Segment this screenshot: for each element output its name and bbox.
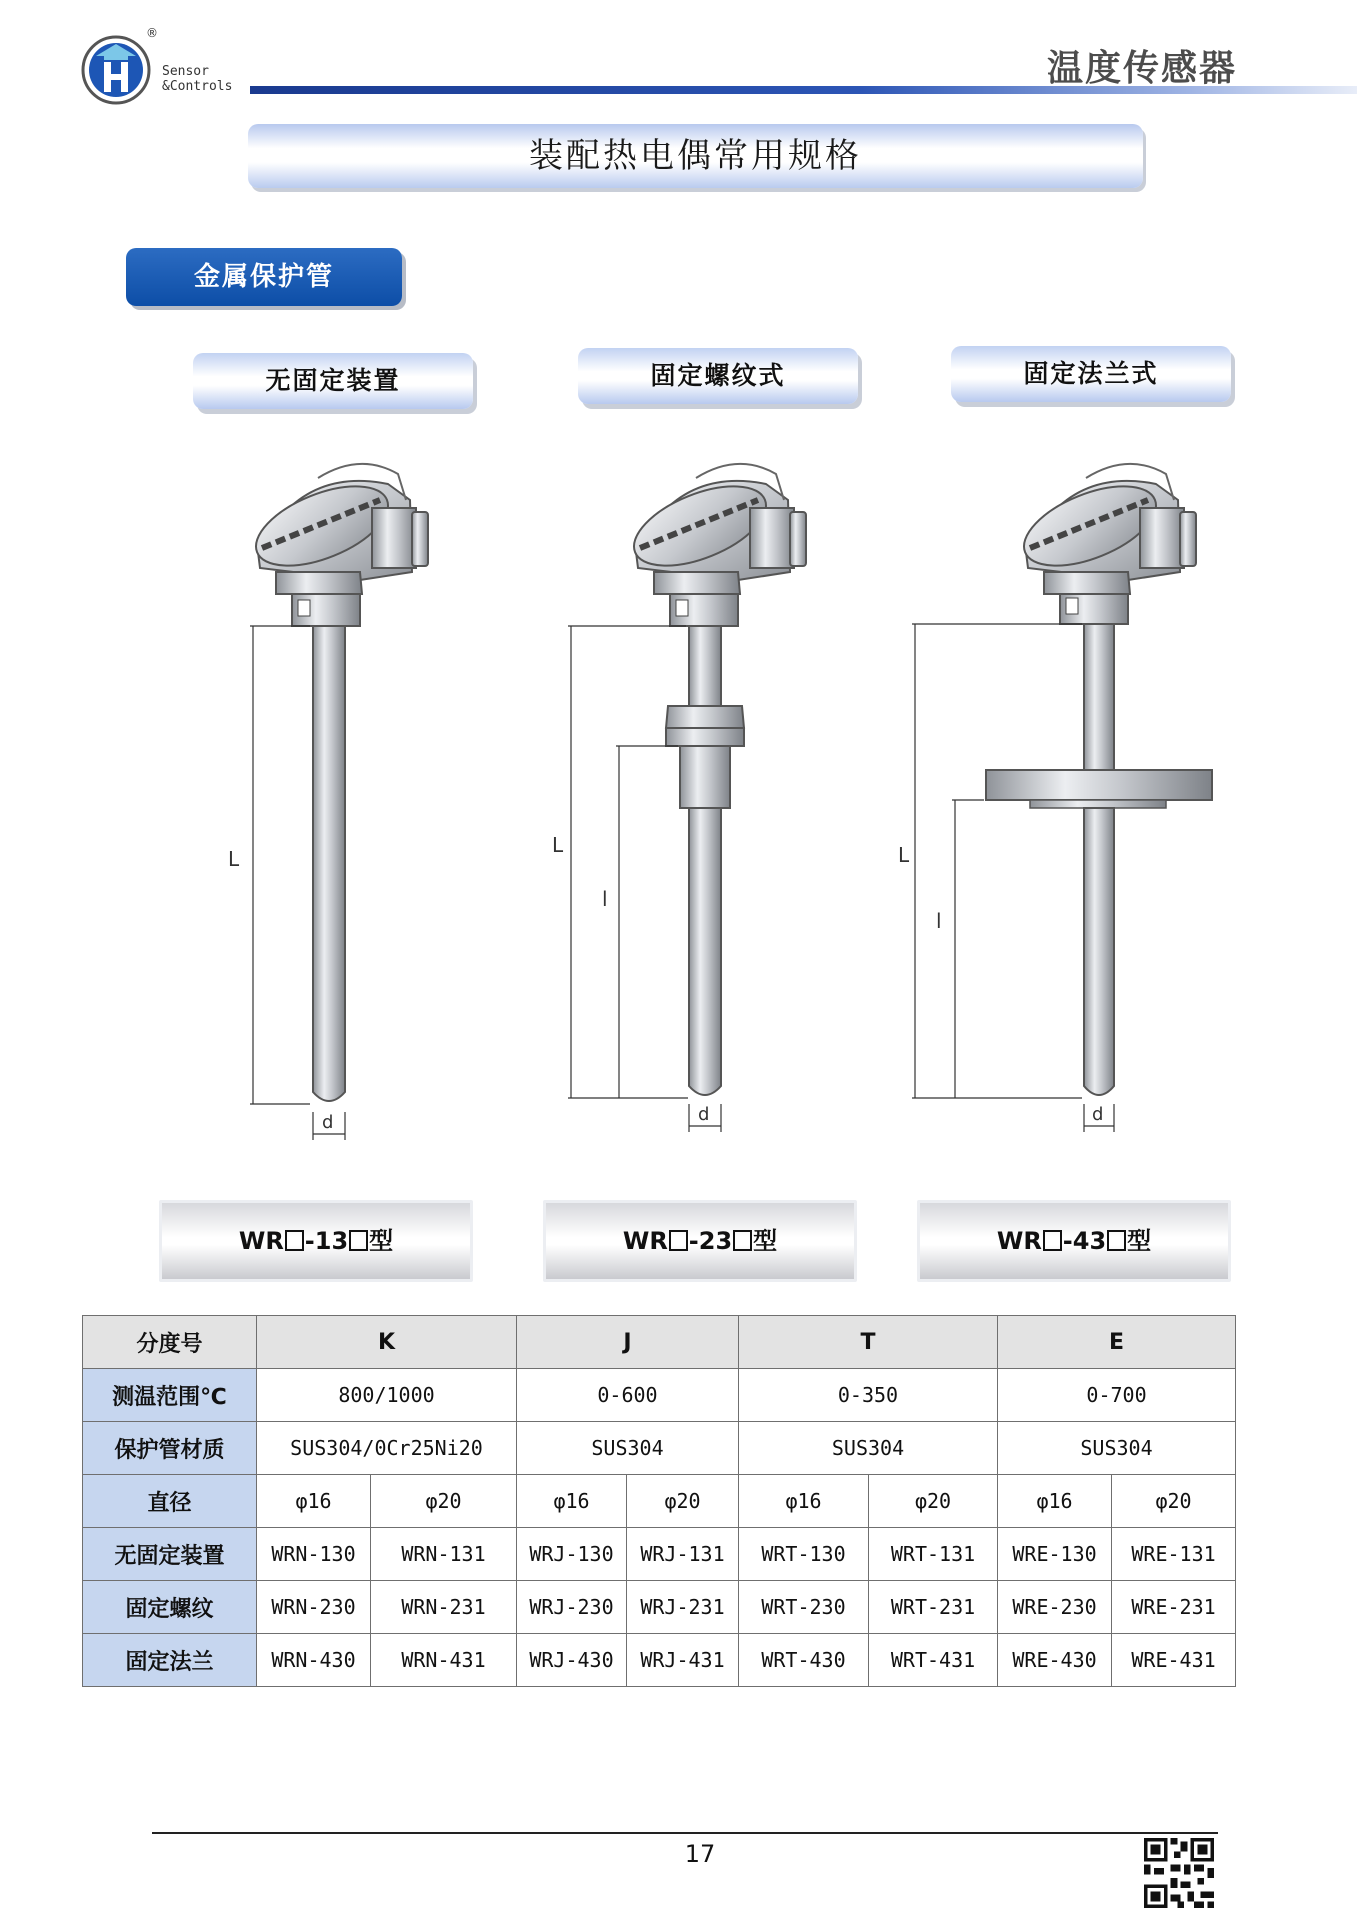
table-cell: WRT-431 — [869, 1634, 998, 1687]
row-header: 无固定装置 — [83, 1528, 257, 1581]
probe-drawing-threaded — [568, 464, 806, 1132]
main-title: 装配热电偶常用规格 — [248, 124, 1143, 188]
registered-mark: ® — [146, 26, 158, 40]
logo-text-line1: Sensor — [162, 64, 209, 79]
probe-drawing-flange — [912, 464, 1212, 1132]
table-cell: 800/1000 — [257, 1369, 517, 1422]
table-cell: WRJ-430 — [517, 1634, 627, 1687]
table-cell: WRE-230 — [998, 1581, 1112, 1634]
table-cell: 0-350 — [739, 1369, 998, 1422]
table-cell: WRJ-230 — [517, 1581, 627, 1634]
model-label-2: WR -23 型 — [543, 1200, 857, 1282]
mount-type-label-3: 固定法兰式 — [951, 346, 1231, 402]
table-cell: WRJ-431 — [627, 1634, 739, 1687]
table-cell: WRT-430 — [739, 1634, 869, 1687]
spec-table — [82, 1315, 1236, 1687]
dim-label-d-2: d — [698, 1104, 710, 1125]
table-cell: SUS304/0Cr25Ni20 — [257, 1422, 517, 1475]
table-cell: WRN-231 — [371, 1581, 517, 1634]
table-cell: WRE-430 — [998, 1634, 1112, 1687]
table-header-row — [83, 1316, 1236, 1369]
table-cell: WRJ-231 — [627, 1581, 739, 1634]
table-cell: 0-700 — [998, 1369, 1236, 1422]
placeholder-box-icon — [733, 1230, 752, 1251]
row-header: 固定螺纹 — [83, 1581, 257, 1634]
table-cell: φ20 — [371, 1475, 517, 1528]
placeholder-box-icon — [349, 1230, 368, 1251]
table-cell: 0-600 — [517, 1369, 739, 1422]
table-cell: J — [517, 1316, 739, 1369]
table-cell: E — [998, 1316, 1236, 1369]
row-header: 直径 — [83, 1475, 257, 1528]
table-cell: φ16 — [998, 1475, 1112, 1528]
table-cell: SUS304 — [739, 1422, 998, 1475]
table-cell: T — [739, 1316, 998, 1369]
section-tag: 金属保护管 — [126, 248, 402, 306]
table-cell: φ16 — [739, 1475, 869, 1528]
probe-drawing-no-fixing — [245, 464, 428, 1140]
dim-label-L-2: L — [552, 833, 564, 857]
table-cell: φ20 — [627, 1475, 739, 1528]
table-cell: WRE-131 — [1112, 1528, 1236, 1581]
table-cell: WRN-131 — [371, 1528, 517, 1581]
table-cell: WRT-231 — [869, 1581, 998, 1634]
junction-head — [245, 464, 428, 626]
table-row — [83, 1528, 1236, 1581]
placeholder-box-icon — [1107, 1230, 1126, 1251]
table-cell: WRE-130 — [998, 1528, 1112, 1581]
table-cell: φ16 — [517, 1475, 627, 1528]
junction-head — [1013, 464, 1196, 624]
logo-text-line2: &Controls — [162, 79, 233, 94]
table-cell: WRN-230 — [257, 1581, 371, 1634]
row-header: 分度号 — [83, 1316, 257, 1369]
placeholder-box-icon — [285, 1230, 304, 1251]
table-cell: WRE-431 — [1112, 1634, 1236, 1687]
row-header: 固定法兰 — [83, 1634, 257, 1687]
table-row — [83, 1634, 1236, 1687]
table-cell: WRN-431 — [371, 1634, 517, 1687]
junction-head — [623, 464, 806, 626]
table-cell: WRT-131 — [869, 1528, 998, 1581]
page-number: 17 — [684, 1840, 716, 1868]
table-cell: SUS304 — [998, 1422, 1236, 1475]
dim-label-d-1: d — [322, 1112, 334, 1133]
qr-code-icon — [1144, 1838, 1214, 1908]
table-row — [83, 1422, 1236, 1475]
table-cell: φ20 — [869, 1475, 998, 1528]
row-header: 测温范围℃ — [83, 1369, 257, 1422]
table-cell: WRJ-131 — [627, 1528, 739, 1581]
dim-label-L-1: L — [228, 847, 240, 871]
mount-type-label-1: 无固定装置 — [193, 353, 473, 409]
table-row — [83, 1475, 1236, 1528]
dim-label-l-3: l — [936, 909, 942, 933]
table-row — [83, 1369, 1236, 1422]
table-cell: SUS304 — [517, 1422, 739, 1475]
table-cell: WRT-230 — [739, 1581, 869, 1634]
table-cell: WRN-430 — [257, 1634, 371, 1687]
category-title: 温度传感器 — [1046, 48, 1237, 89]
table-cell: WRJ-130 — [517, 1528, 627, 1581]
placeholder-box-icon — [669, 1230, 688, 1251]
table-cell: WRT-130 — [739, 1528, 869, 1581]
model-label-1: WR -13 型 — [159, 1200, 473, 1282]
table-cell: K — [257, 1316, 517, 1369]
table-row — [83, 1581, 1236, 1634]
model-label-3: WR -43 型 — [917, 1200, 1231, 1282]
dim-label-l-2: l — [602, 887, 608, 911]
mount-type-label-2: 固定螺纹式 — [578, 348, 858, 404]
table-cell: WRE-231 — [1112, 1581, 1236, 1634]
dim-label-L-3: L — [898, 843, 910, 867]
table-cell: φ20 — [1112, 1475, 1236, 1528]
table-cell: WRN-130 — [257, 1528, 371, 1581]
row-header: 保护管材质 — [83, 1422, 257, 1475]
dim-label-d-3: d — [1092, 1104, 1104, 1125]
placeholder-box-icon — [1043, 1230, 1062, 1251]
table-cell: φ16 — [257, 1475, 371, 1528]
footer-divider — [152, 1832, 1218, 1834]
